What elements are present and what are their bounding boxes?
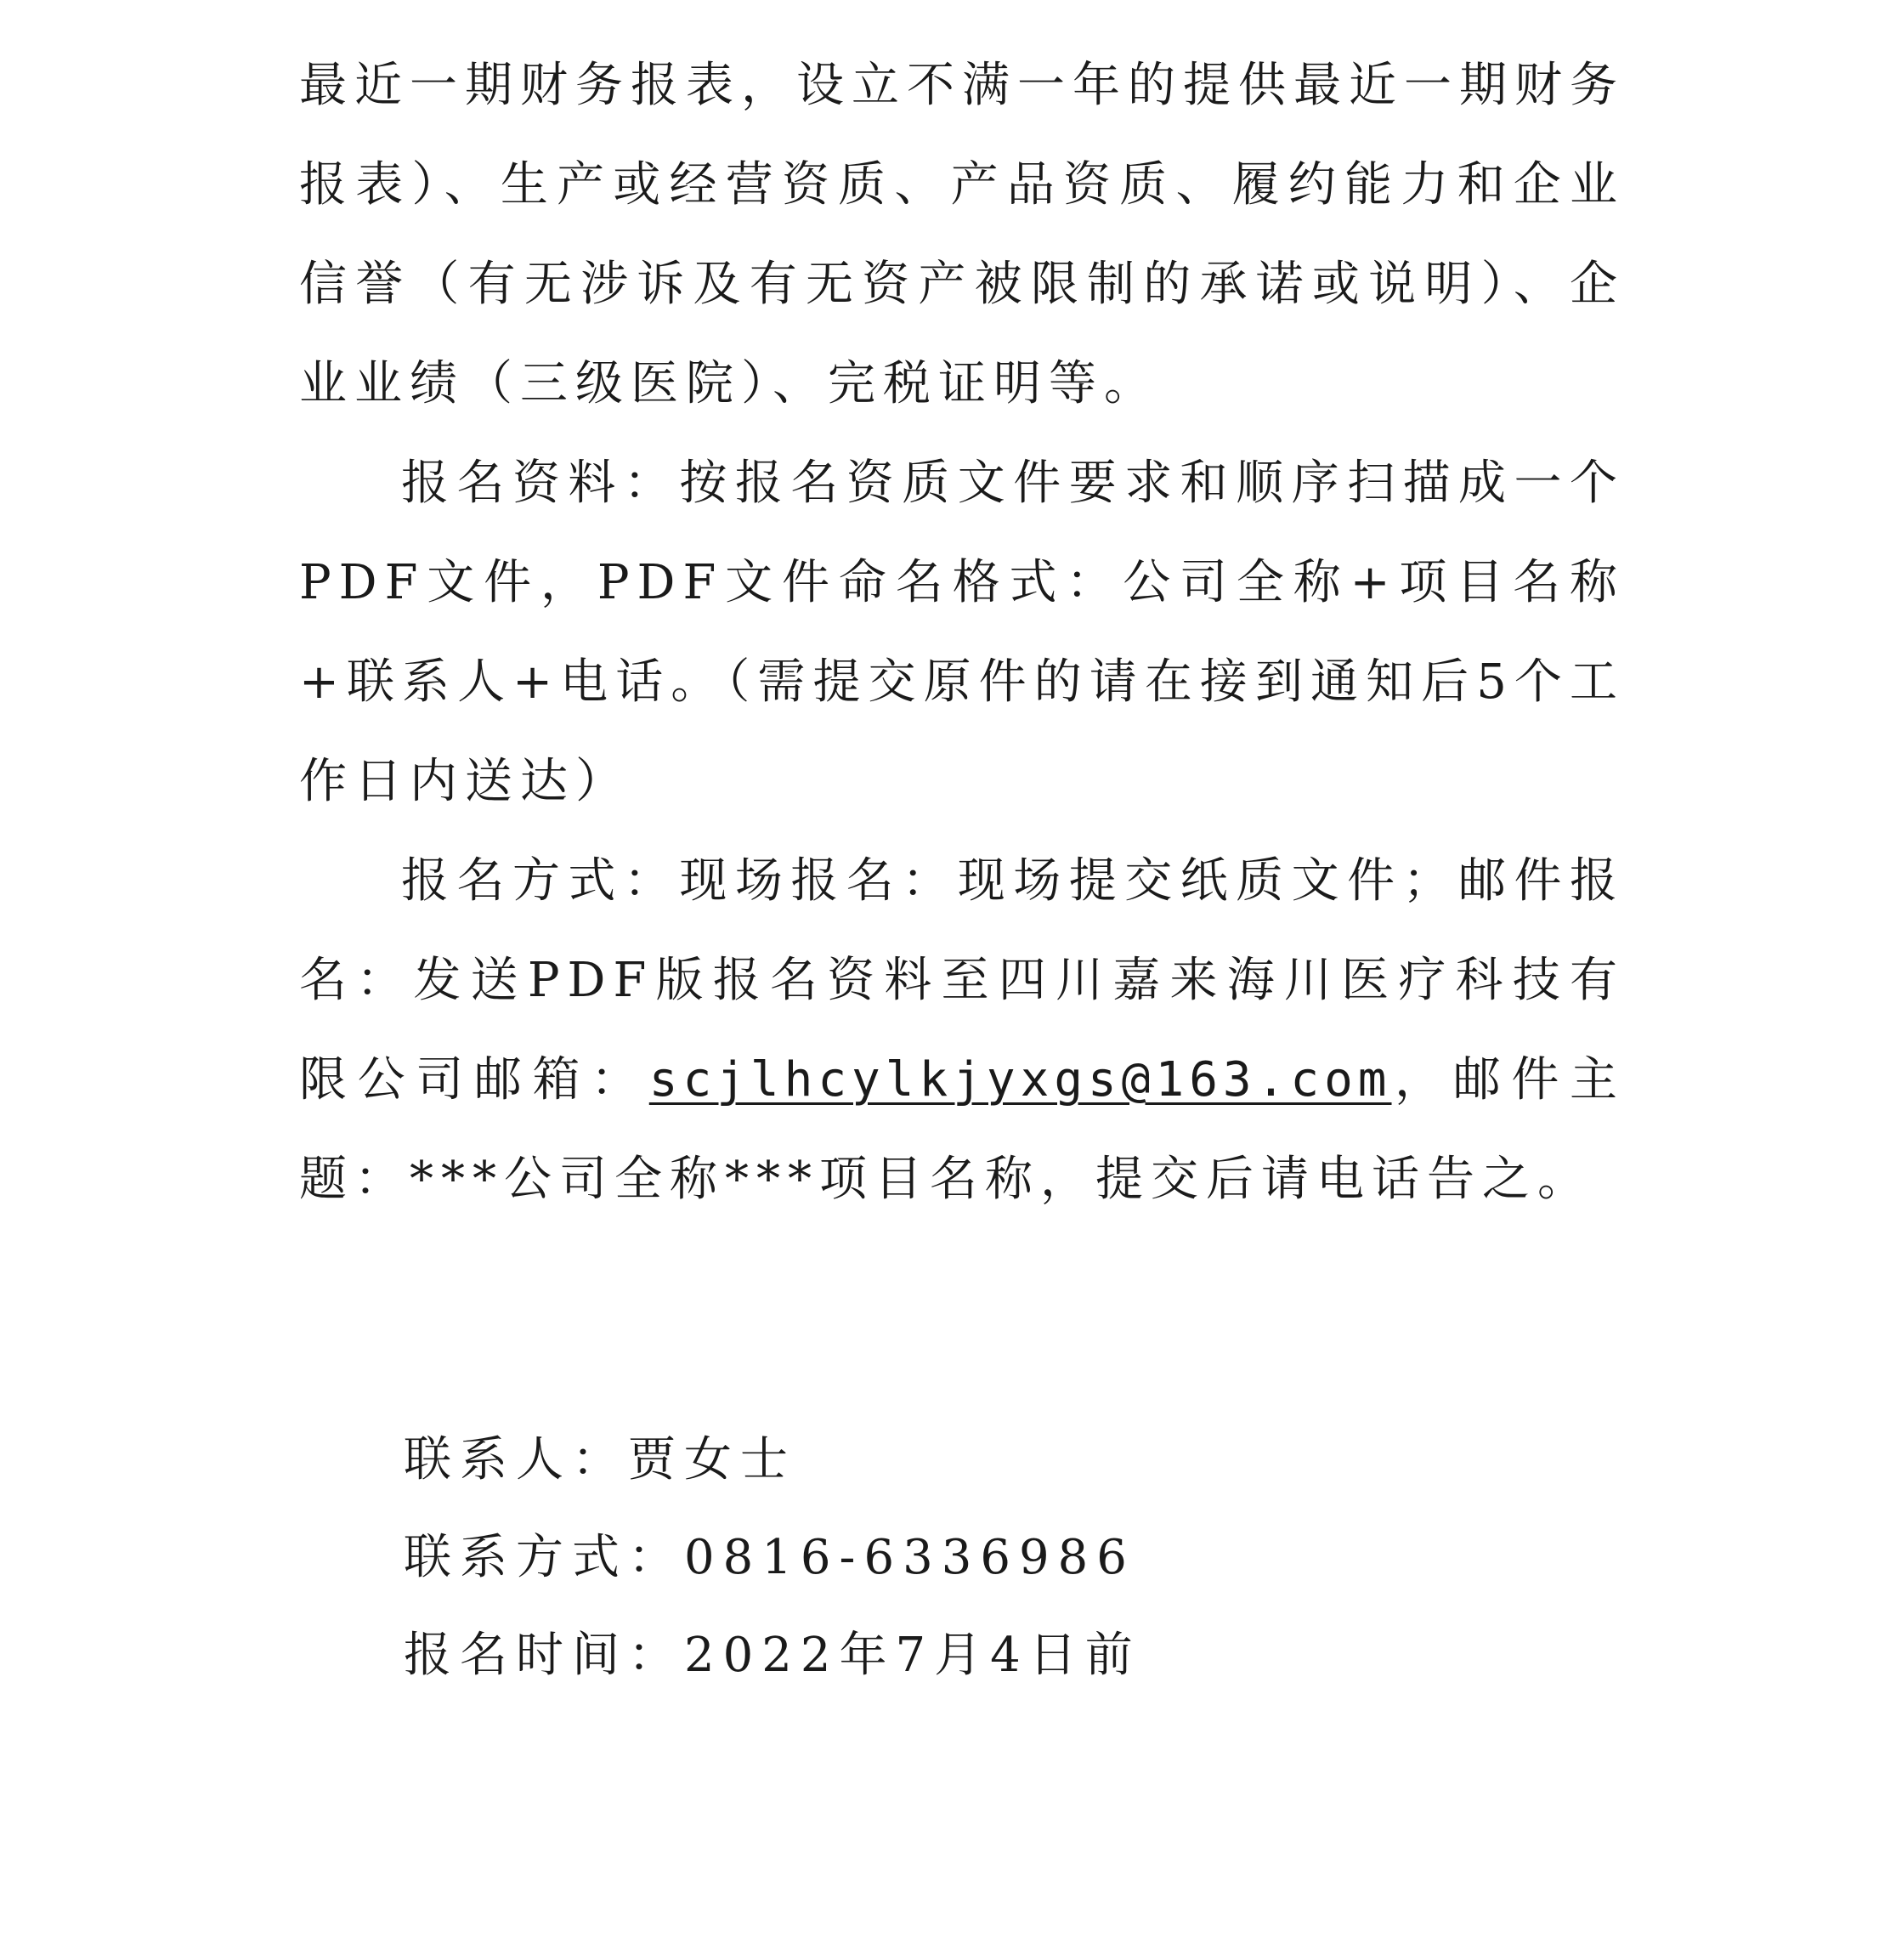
paragraph-qualifications-tail: 最近一期财务报表，设立不满一年的提供最近一期财务报表）、生产或经营资质、产品资质、履约能力和企业信誉（有无涉诉及有无资产被限制的承诺或说明）、企业业绩（三级医院）、完税证明等。 — [299, 58, 1625, 411]
contact-person: 联系人：贾女士 — [404, 1432, 796, 1487]
email-link[interactable]: scjlhcylkjyxgs@163.com — [648, 1052, 1392, 1107]
contact-phone: 联系方式：0816-6336986 — [404, 1530, 1135, 1585]
registration-method-text: 报名方式：现场报名：现场提交纸质文件；邮件报名：发送PDF版报名资料至四川嘉来海川医疗科技有限公司邮箱： — [299, 853, 1625, 1107]
contact-block — [404, 1411, 1141, 1704]
paragraph-registration-materials: 报名资料：按报名资质文件要求和顺序扫描成一个PDF文件，PDF文件命名格式：公司全称+项目名称 +联系人+电话。（需提交原件的请在接到通知后5个工作日内送达） — [299, 456, 1625, 809]
registration-deadline: 报名时间：2022年7月4日前 — [404, 1628, 1141, 1683]
paragraph-registration-method — [299, 831, 1625, 1229]
document-body — [299, 36, 1625, 1229]
email-subject-text: ，邮件主题：***公司全称***项目名称，提交后请电话告之。 — [299, 1052, 1626, 1207]
